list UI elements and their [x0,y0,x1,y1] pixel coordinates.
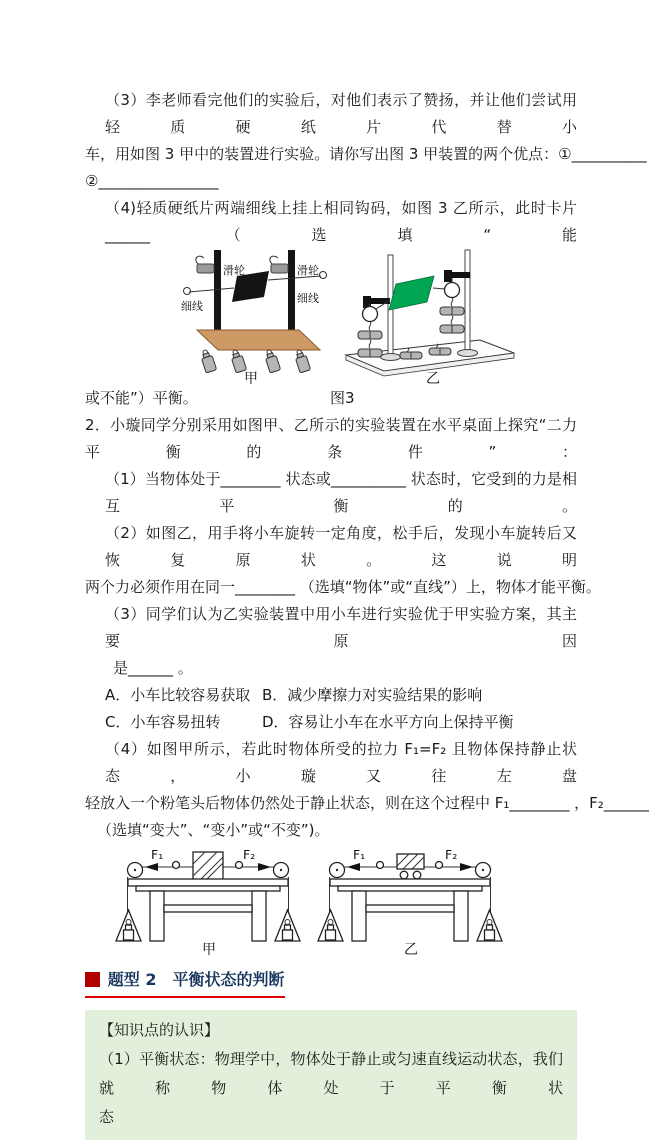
weight-stand-icon [477,910,502,941]
table-stretcher [164,905,252,912]
figure-3-caption: 图3 [330,389,355,407]
option-c: C．小车容易扭转 [105,713,221,731]
thread-label-right: 细线 [297,292,319,305]
pulley-label-left: 滑轮 [223,264,245,277]
pulley-label-right: 滑轮 [297,264,319,277]
figure-4-yi [317,846,507,956]
pulley-icon [270,256,288,273]
knowledge-line2: 态 [99,1108,115,1126]
section-marker-square [85,972,100,987]
q2-intro: 2．小璇同学分别采用如图甲、乙所示的实验装置在水平桌面上探究“二力平衡的条件”： [85,416,577,461]
thread [433,288,445,289]
figure-3-jia-label: 甲 [244,371,258,387]
q1-part3-line2: 车，用如图 3 甲中的装置进行实验。请你写出图 3 甲装置的两个优点：①__________ [85,145,647,163]
q1-part3-line3: ②________________ [85,172,219,190]
string-loop [173,862,180,869]
q2-part1: （1）当物体处于________ 状态或__________ 状态时，它受到的力是相互平衡的。 [105,470,577,515]
string-loop [236,862,243,869]
s-hook [451,316,453,324]
table-edge [136,886,280,891]
s-hook [369,340,371,348]
q1-part4-cont-text: 或不能”）平衡。 [85,389,198,407]
hook-weight-icon [263,349,280,374]
figure-4-jia-label: 甲 [202,942,216,958]
table-leg [352,891,366,941]
rod-base [381,354,401,361]
option-a: A．小车比较容易获取 [105,686,251,704]
s-hook [369,322,371,330]
knowledge-heading: 【知识点的认识】 [99,1021,220,1039]
section-title: 题型 2 平衡状态的判断 [107,970,285,989]
wood-base [197,330,320,350]
hook-weight-icon [229,349,246,374]
q1-part3-line1: （3）李老师看完他们的实验后，对他们表示了赞扬，并让他们尝试用轻质硬纸片代替小 [105,91,577,136]
figure-4-yi-label: 乙 [404,942,418,958]
force-f1-label: F₁ [151,847,164,862]
figure-3-yi-apparatus [338,250,523,385]
q2-part2-line2: 两个力必须作用在同一________ （选填“物体”或“直线”）上，物体才能平衡。 [85,578,601,596]
block-icon [193,852,223,881]
figure-4 [115,846,577,956]
force-f1-label: F₁ [353,847,366,862]
q2-part3-line1: （3）同学们认为乙实验装置中用小车进行实验优于甲实验方案，其主要原因 [105,605,577,650]
figure-4-jia [115,846,305,956]
table-leg [150,891,164,941]
q2-part2-line1: （2）如图乙，用手将小车旋转一定角度，松手后，发现小车旋转后又恢复原状。这说明 [105,524,577,569]
weight-stand-icon [275,910,300,941]
option-b: B．减少摩擦力对实验结果的影响 [262,686,483,704]
thread-loop [184,288,191,295]
section-header [85,966,577,998]
string-loop [436,862,443,869]
q2-part4-line1: （4）如图甲所示，若此时物体所受的拉力 F₁=F₂ 且物体保持静止状态，小璇又往左盘 [105,740,577,785]
pulley-icon [196,256,214,273]
arrow-right-icon [258,863,271,871]
cart-icon [397,854,424,879]
table-top [128,879,288,886]
figure-3 [180,249,577,385]
string-loop [377,862,384,869]
q2-options-row1 [85,682,577,709]
figure-3-jia-apparatus [180,250,330,385]
stand-rod-right [465,250,470,352]
weight-stand-icon [318,910,343,941]
hook-weight-icon [199,349,216,374]
hook-weight-icon [293,349,310,374]
knowledge-box [85,1010,577,1140]
figure-3-yi-label: 乙 [426,371,440,387]
q1-part4-line1: （4)轻质硬纸片两端细线上挂上相同钩码，如图 3 乙所示，此时卡片 ______ （选填“能 [105,199,577,244]
force-f2-label: F₂ [243,847,256,862]
q1-part4-continuation [85,385,577,412]
thread-loop [320,272,327,279]
pulley-icon [445,283,460,298]
rod-base [458,350,478,357]
pulley-icon [363,307,378,322]
force-f2-label: F₂ [445,847,458,862]
q2-part4-line3: （选填“变大”、“变小”或“不变”)。 [97,821,330,839]
option-d: D．容易让小车在水平方向上保持平衡 [262,713,514,731]
s-hook [451,298,453,306]
arrow-right-icon [460,863,473,871]
clamp-icon [363,296,390,308]
weight-stand-icon [116,910,141,941]
table-edge [338,886,482,891]
card-icon [389,276,434,310]
thread-label-left: 细线 [181,300,203,313]
rod-right [288,250,295,330]
table-stretcher [366,905,454,912]
table-top [330,879,490,886]
arrow-left-icon [145,863,158,871]
table-leg [454,891,468,941]
q2-options-row2 [85,709,577,736]
q2-part4-line2: 轻放入一个粉笔头后物体仍然处于静止状态，则在这个过程中 F₁________ ，F₂______ [85,794,649,812]
arrow-left-icon [347,863,360,871]
knowledge-line1: （1）平衡状态：物理学中，物体处于静止或匀速直线运动状态，我们就称物体处于平衡状 [99,1050,563,1097]
table-leg [252,891,266,941]
thread-left [189,288,234,292]
q2-part3-line2: 是______ 。 [113,659,193,677]
